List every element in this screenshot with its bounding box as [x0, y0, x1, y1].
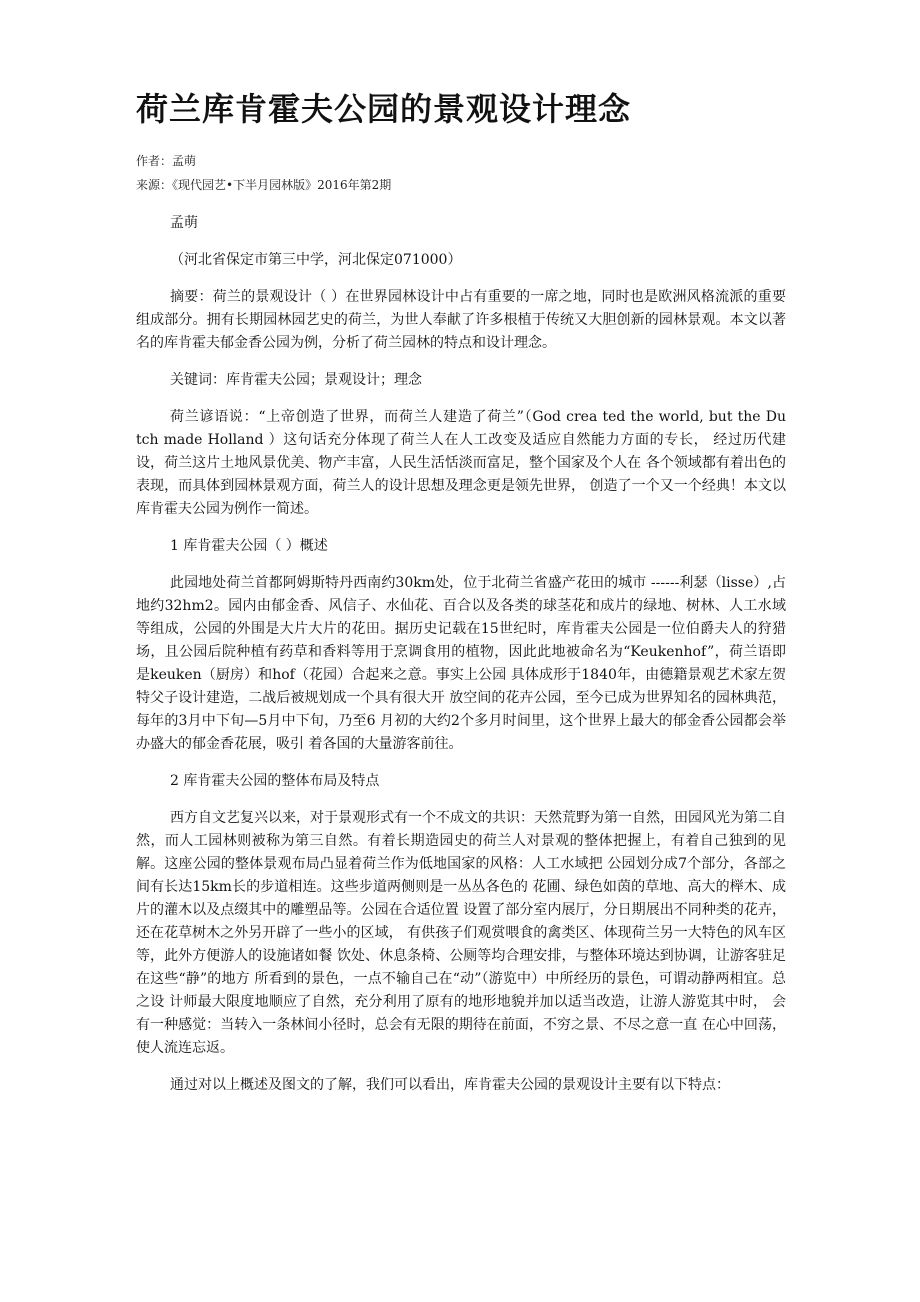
author-line: 作者：孟萌 [136, 154, 197, 168]
article-title: 荷兰库肯霍夫公园的景观设计理念 [136, 90, 632, 128]
abstract: 摘要：荷兰的景观设计（ ）在世界园林设计中占有重要的一席之地，同时也是欧洲风格流派的重要组成部分。拥有长期园林园艺史的荷兰，为世人奉献了许多根植于传统又大胆创新的园林景观。本文以著名的库肯霍夫郁金香公园为例，分析了荷兰园林的特点和设计理念。 [136, 289, 786, 351]
article-body [136, 212, 786, 1111]
affiliation: （河北省保定市第三中学，河北保定071000） [170, 252, 462, 268]
intro-paragraph: 荷兰谚语说：“上帝创造了世界，而荷兰人建造了荷兰”（God crea ted the world, but the Du tch made Holland ）这句话充分体现了荷兰人在人工改变及适应自然能力方面的专长， 经过历代建设，荷兰这片土地风景优美、物产丰富，人民生活恬淡而富足，整个国家及个人在 各个领域都有着出色的表现，而具体到园林景观方面，荷兰人的设计思想及理念更是领先世界， 创造了一个又一个经典！本文以库肯霍夫公园为例作一简述。 [136, 409, 786, 517]
section-1-paragraph: 此园地处荷兰首都阿姆斯特丹西南约30km处，位于北荷兰省盛产花田的城市 ------利瑟（lisse）,占地约32hm2。园内由郁金香、风信子、水仙花、百合以及各类的球茎花和成片的绿地、树林、人工水域等组成，公园的外围是大片大片的花田。据历史记载在15世纪时，库肯霍夫公园是一位伯爵夫人的狩猎场，且公园后院种植有药草和香料等用于烹调食用的植物，因此此地被命名为“Keukenhof”，荷兰语即是keuken（厨房）和hof（花园）合起来之意。事实上公园 具体成形于1840年，由德籍景观艺术家左贺特父子设计建造，二战后被规划成一个具有很大开 放空间的花卉公园，至今已成为世界知名的园林典范，每年的3月中下旬—5月中下旬，乃至6 月初的大约2个多月时间里，这个世界上最大的郁金香公园都会举办盛大的郁金香花展，吸引 着各国的大量游客前往。 [136, 575, 786, 752]
author-name: 孟萌 [170, 215, 198, 231]
source-line: 来源：《现代园艺•下半月园林版》2016年第2期 [136, 178, 392, 192]
section-2-paragraph: 西方自文艺复兴以来，对于景观形式有一个不成文的共识：天然荒野为第一自然，田园风光为第二自然，而人工园林则被称为第三自然。有着长期造园史的荷兰人对景观的整体把握上，有着自己独到的见解。这座公园的整体景观布局凸显着荷兰作为低地国家的风格：人工水域把 公园划分成7个部分，各部之间有长达15km长的步道相连。这些步道两侧则是一丛丛各色的 花圃、绿色如茵的草地、高大的榉木、成片的灌木以及点缀其中的雕塑品等。公园在合适位置 设置了部分室内展厅，分日期展出不同种类的花卉，还在花草树木之外另开辟了一些小的区域， 有供孩子们观赏喂食的禽类区、体现荷兰另一大特色的风车区等，此外方便游人的设施诸如餐 饮处、休息条椅、公厕等均合理安排，与整体环境达到协调，让游客驻足在这些“静”的地方 所看到的景色，一点不输自己在“动”（游览中）中所经历的景色，可谓动静两相宜。总之设 计师最大限度地顺应了自然，充分利用了原有的地形地貌并加以适当改造，让游人游览其中时， 会有一种感觉：当转入一条林间小径时，总会有无限的期待在前面，不穷之景、不尽之意一直 在心中回荡，使人流连忘返。 [136, 810, 786, 1056]
section-2-heading: 2 库肯霍夫公园的整体布局及特点 [170, 773, 380, 789]
keywords: 关键词：库肯霍夫公园；景观设计；理念 [170, 372, 422, 388]
closing-paragraph: 通过对以上概述及图文的了解，我们可以看出，库肯霍夫公园的景观设计主要有以下特点： [170, 1077, 730, 1093]
section-1-heading: 1 库肯霍夫公园（ ）概述 [170, 538, 328, 554]
